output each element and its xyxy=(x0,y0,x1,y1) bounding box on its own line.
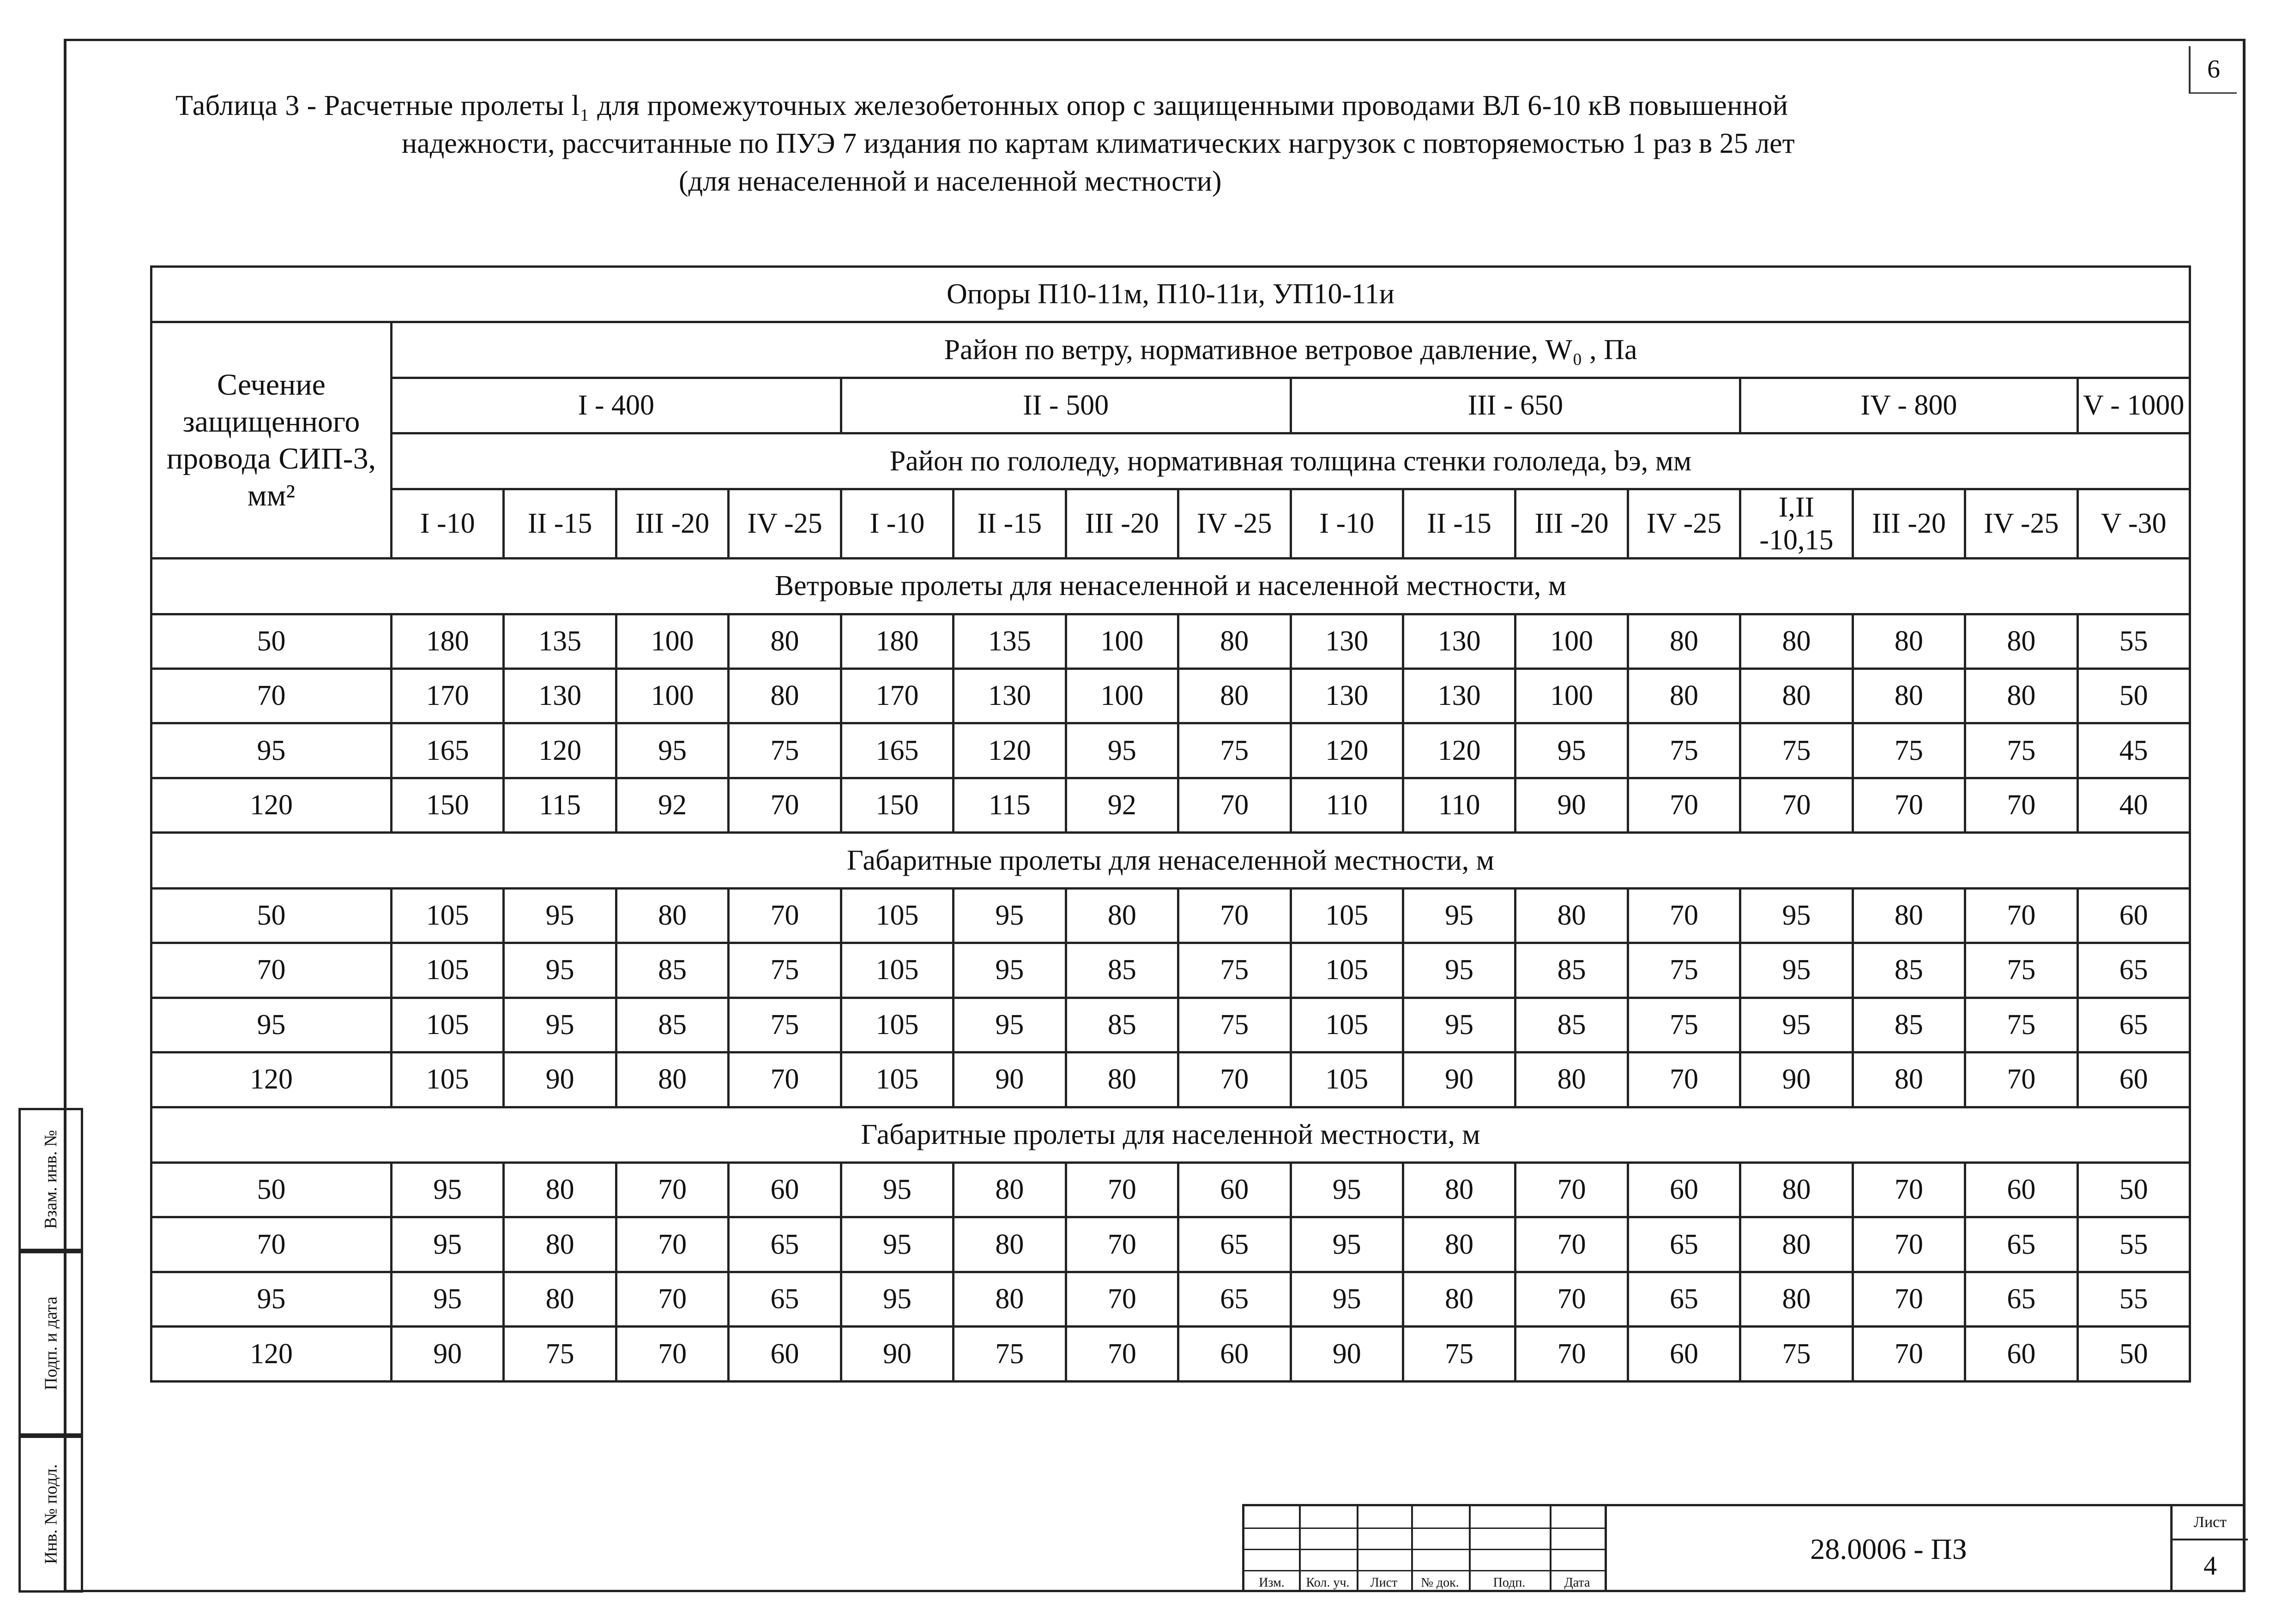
span-value: 180 xyxy=(392,614,504,668)
ice-region: I -10 xyxy=(392,489,504,558)
document-code: 28.0006 - ПЗ xyxy=(1605,1506,2173,1592)
section-size: 95 xyxy=(151,723,392,778)
table-row xyxy=(151,943,2190,998)
span-value: 60 xyxy=(1965,1327,2077,1382)
span-value: 70 xyxy=(1628,888,1740,943)
span-value: 120 xyxy=(954,723,1066,778)
span-value: 65 xyxy=(1965,1272,2077,1326)
span-value: 95 xyxy=(392,1272,504,1326)
span-value: 95 xyxy=(1515,723,1628,778)
span-value: 130 xyxy=(1291,669,1403,723)
span-value: 70 xyxy=(616,1217,728,1272)
span-value: 65 xyxy=(1178,1272,1291,1326)
wind-header: Район по ветру, нормативное ветровое давление, W₀ , Па xyxy=(392,322,2190,378)
span-value: 70 xyxy=(1853,778,1965,832)
span-value: 75 xyxy=(1628,998,1740,1052)
section-size: 70 xyxy=(151,943,392,998)
span-value: 100 xyxy=(1066,614,1178,668)
span-value: 105 xyxy=(392,943,504,998)
span-value: 80 xyxy=(1965,669,2077,723)
span-value: 85 xyxy=(1853,998,1965,1052)
span-value: 75 xyxy=(1178,943,1291,998)
wind-region: I - 400 xyxy=(392,378,841,433)
span-value: 100 xyxy=(616,614,728,668)
ice-region: I -10 xyxy=(1291,489,1403,558)
span-value: 90 xyxy=(841,1327,953,1382)
table-row xyxy=(151,1272,2190,1326)
span-value: 105 xyxy=(392,888,504,943)
wind-region: II - 500 xyxy=(841,378,1291,433)
table-row xyxy=(151,614,2190,668)
grid-line xyxy=(1244,1570,1605,1571)
span-value: 100 xyxy=(616,669,728,723)
table-row xyxy=(151,998,2190,1052)
span-value: 60 xyxy=(1965,1163,2077,1217)
span-value: 80 xyxy=(1178,614,1291,668)
wind-region: III - 650 xyxy=(1291,378,1740,433)
span-value: 65 xyxy=(1965,1217,2077,1272)
span-value: 60 xyxy=(1178,1327,1291,1382)
span-value: 50 xyxy=(2077,1163,2190,1217)
span-value: 110 xyxy=(1403,778,1515,832)
span-value: 80 xyxy=(954,1217,1066,1272)
table-row xyxy=(151,1217,2190,1272)
span-value: 45 xyxy=(2077,723,2190,778)
span-value: 95 xyxy=(1291,1217,1403,1272)
table-caption xyxy=(175,87,2198,200)
span-value: 70 xyxy=(1853,1217,1965,1272)
span-value: 80 xyxy=(1740,1272,1853,1326)
span-value: 95 xyxy=(1740,998,1853,1052)
span-value: 75 xyxy=(1965,723,2077,778)
span-value: 90 xyxy=(1515,778,1628,832)
span-value: 80 xyxy=(1628,669,1740,723)
span-value: 95 xyxy=(1403,888,1515,943)
span-value: 95 xyxy=(841,1163,953,1217)
span-value: 75 xyxy=(1853,723,1965,778)
ice-region: III -20 xyxy=(1853,489,1965,558)
span-value: 80 xyxy=(1178,669,1291,723)
section-size: 70 xyxy=(151,1217,392,1272)
span-value: 80 xyxy=(1740,1217,1853,1272)
section-size: 120 xyxy=(151,778,392,832)
span-value: 115 xyxy=(954,778,1066,832)
span-value: 85 xyxy=(616,998,728,1052)
span-value: 50 xyxy=(2077,1327,2190,1382)
span-value: 105 xyxy=(392,998,504,1052)
supports-header: Опоры П10-11м, П10-11и, УП10-11и xyxy=(151,267,2190,322)
sheet-label: Лист xyxy=(2173,1506,2248,1540)
span-value: 130 xyxy=(1403,614,1515,668)
span-value: 95 xyxy=(504,998,616,1052)
span-value: 165 xyxy=(841,723,953,778)
table-row xyxy=(151,1163,2190,1217)
title-block xyxy=(1242,1504,2246,1592)
caption-line-2: надежности, рассчитанные по ПУЭ 7 издания по картам климатических нагрузок с повторяемостью 1 раз в 25 лет xyxy=(402,128,1795,159)
section-size: 50 xyxy=(151,888,392,943)
span-value: 95 xyxy=(1291,1272,1403,1326)
span-value: 120 xyxy=(1403,723,1515,778)
span-value: 75 xyxy=(1178,723,1291,778)
span-value: 95 xyxy=(504,943,616,998)
ice-region: III -20 xyxy=(616,489,728,558)
span-value: 90 xyxy=(1291,1327,1403,1382)
title-block-column-label: Лист xyxy=(1370,1576,1398,1590)
title-block-column-label: Изм. xyxy=(1259,1576,1285,1590)
span-value: 75 xyxy=(1628,943,1740,998)
ice-region: I,II -10,15 xyxy=(1740,489,1853,558)
span-value: 70 xyxy=(1740,778,1853,832)
span-value: 75 xyxy=(1178,998,1291,1052)
span-value: 80 xyxy=(1628,614,1740,668)
span-value: 75 xyxy=(729,943,841,998)
grid-line xyxy=(1244,1549,1605,1550)
ice-region: IV -25 xyxy=(1178,489,1291,558)
span-value: 70 xyxy=(1628,778,1740,832)
span-value: 105 xyxy=(841,998,953,1052)
span-value: 55 xyxy=(2077,1217,2190,1272)
span-value: 85 xyxy=(1515,943,1628,998)
caption-line-1: Таблица 3 - Расчетные пролеты l₁ для промежуточных железобетонных опор с защищенными проводами ВЛ 6-10 кВ повышенной xyxy=(175,90,1788,121)
ice-region: V -30 xyxy=(2077,489,2190,558)
span-value: 95 xyxy=(954,888,1066,943)
span-value: 70 xyxy=(1515,1163,1628,1217)
span-value: 120 xyxy=(1291,723,1403,778)
section-title: Габаритные пролеты для населенной местности, м xyxy=(151,1107,2190,1162)
span-value: 85 xyxy=(1066,998,1178,1052)
span-value: 110 xyxy=(1291,778,1403,832)
span-value: 40 xyxy=(2077,778,2190,832)
span-value: 75 xyxy=(729,998,841,1052)
span-value: 65 xyxy=(1178,1217,1291,1272)
span-value: 100 xyxy=(1066,669,1178,723)
stamp-cell-signature xyxy=(18,1251,83,1436)
title-block-columns xyxy=(1244,1506,1605,1592)
span-value: 70 xyxy=(1066,1163,1178,1217)
span-value: 150 xyxy=(841,778,953,832)
span-value: 130 xyxy=(954,669,1066,723)
span-value: 130 xyxy=(1291,614,1403,668)
span-value: 70 xyxy=(1066,1272,1178,1326)
span-value: 80 xyxy=(1403,1163,1515,1217)
span-value: 92 xyxy=(1066,778,1178,832)
table-row xyxy=(151,723,2190,778)
span-value: 75 xyxy=(1403,1327,1515,1382)
span-value: 55 xyxy=(2077,614,2190,668)
span-value: 105 xyxy=(1291,1053,1403,1107)
span-value: 95 xyxy=(616,723,728,778)
span-value: 60 xyxy=(729,1327,841,1382)
span-value: 70 xyxy=(1178,888,1291,943)
table-row xyxy=(151,1053,2190,1107)
span-value: 70 xyxy=(1178,778,1291,832)
span-value: 80 xyxy=(1853,669,1965,723)
span-value: 80 xyxy=(1853,888,1965,943)
section-size: 70 xyxy=(151,669,392,723)
span-value: 85 xyxy=(1066,943,1178,998)
span-value: 130 xyxy=(504,669,616,723)
span-value: 90 xyxy=(504,1053,616,1107)
span-value: 65 xyxy=(2077,998,2190,1052)
span-value: 80 xyxy=(504,1163,616,1217)
span-value: 80 xyxy=(1403,1217,1515,1272)
table-row xyxy=(151,1327,2190,1382)
section-title: Ветровые пролеты для ненаселенной и населенной местности, м xyxy=(151,559,2190,614)
span-value: 80 xyxy=(504,1217,616,1272)
ice-region: I -10 xyxy=(841,489,953,558)
section-size: 50 xyxy=(151,1163,392,1217)
spans-table xyxy=(150,265,2191,1383)
span-value: 95 xyxy=(1740,888,1853,943)
span-value: 60 xyxy=(1628,1327,1740,1382)
span-value: 95 xyxy=(1066,723,1178,778)
span-value: 80 xyxy=(616,1053,728,1107)
ice-region: II -15 xyxy=(954,489,1066,558)
span-value: 70 xyxy=(1965,778,2077,832)
span-value: 95 xyxy=(1403,943,1515,998)
span-value: 75 xyxy=(1628,723,1740,778)
span-value: 115 xyxy=(504,778,616,832)
span-value: 70 xyxy=(616,1163,728,1217)
span-value: 105 xyxy=(1291,943,1403,998)
span-value: 95 xyxy=(1291,1163,1403,1217)
span-value: 90 xyxy=(1740,1053,1853,1107)
span-value: 75 xyxy=(504,1327,616,1382)
span-value: 120 xyxy=(504,723,616,778)
span-value: 105 xyxy=(841,943,953,998)
title-block-column-label: Подп. xyxy=(1493,1576,1526,1590)
span-value: 70 xyxy=(1853,1327,1965,1382)
ice-region: IV -25 xyxy=(1965,489,2077,558)
ice-region: II -15 xyxy=(504,489,616,558)
span-value: 80 xyxy=(1515,888,1628,943)
span-value: 135 xyxy=(504,614,616,668)
ice-region: III -20 xyxy=(1066,489,1178,558)
span-value: 80 xyxy=(1740,669,1853,723)
span-value: 70 xyxy=(1965,888,2077,943)
wind-region: V - 1000 xyxy=(2077,378,2190,433)
span-value: 95 xyxy=(392,1217,504,1272)
span-value: 70 xyxy=(1965,1053,2077,1107)
span-value: 70 xyxy=(1853,1272,1965,1326)
left-stamp xyxy=(18,1108,83,1593)
section-title: Габаритные пролеты для ненаселенной местности, м xyxy=(151,833,2190,888)
span-value: 95 xyxy=(841,1217,953,1272)
span-value: 105 xyxy=(1291,888,1403,943)
span-value: 150 xyxy=(392,778,504,832)
span-value: 60 xyxy=(729,1163,841,1217)
span-value: 170 xyxy=(841,669,953,723)
span-value: 100 xyxy=(1515,669,1628,723)
stamp-label: Инв. № подл. xyxy=(41,1464,61,1564)
span-value: 65 xyxy=(729,1217,841,1272)
span-value: 80 xyxy=(729,614,841,668)
span-value: 80 xyxy=(1066,1053,1178,1107)
span-value: 95 xyxy=(954,943,1066,998)
ice-region: IV -25 xyxy=(1628,489,1740,558)
span-value: 70 xyxy=(1178,1053,1291,1107)
corner-sheet-number: 6 xyxy=(2189,46,2237,94)
span-value: 70 xyxy=(1628,1053,1740,1107)
span-value: 70 xyxy=(1853,1163,1965,1217)
span-value: 55 xyxy=(2077,1272,2190,1326)
title-block-column-label: № док. xyxy=(1421,1576,1459,1590)
span-value: 105 xyxy=(1291,998,1403,1052)
span-value: 60 xyxy=(2077,888,2190,943)
span-value: 90 xyxy=(1403,1053,1515,1107)
section-size: 95 xyxy=(151,998,392,1052)
span-value: 70 xyxy=(729,888,841,943)
span-value: 80 xyxy=(1066,888,1178,943)
span-value: 75 xyxy=(729,723,841,778)
span-value: 70 xyxy=(1066,1327,1178,1382)
span-value: 85 xyxy=(616,943,728,998)
span-value: 165 xyxy=(392,723,504,778)
span-value: 95 xyxy=(392,1163,504,1217)
span-value: 60 xyxy=(2077,1053,2190,1107)
title-block-column-label: Кол. уч. xyxy=(1306,1576,1350,1590)
span-value: 80 xyxy=(954,1163,1066,1217)
span-value: 80 xyxy=(504,1272,616,1326)
span-value: 70 xyxy=(1515,1217,1628,1272)
span-value: 80 xyxy=(1740,614,1853,668)
ice-region: IV -25 xyxy=(729,489,841,558)
span-value: 180 xyxy=(841,614,953,668)
span-value: 65 xyxy=(1628,1217,1740,1272)
span-value: 80 xyxy=(1403,1272,1515,1326)
span-value: 105 xyxy=(392,1053,504,1107)
span-value: 60 xyxy=(1178,1163,1291,1217)
span-value: 70 xyxy=(729,778,841,832)
span-value: 95 xyxy=(1403,998,1515,1052)
section-size: 120 xyxy=(151,1053,392,1107)
span-value: 85 xyxy=(1515,998,1628,1052)
span-value: 70 xyxy=(729,1053,841,1107)
sheet-value: 4 xyxy=(2203,1551,2217,1581)
span-value: 85 xyxy=(1853,943,1965,998)
wind-region: IV - 800 xyxy=(1740,378,2077,433)
table-row xyxy=(151,778,2190,832)
span-value: 70 xyxy=(1066,1217,1178,1272)
span-value: 80 xyxy=(729,669,841,723)
span-value: 105 xyxy=(841,888,953,943)
span-value: 90 xyxy=(954,1053,1066,1107)
span-value: 92 xyxy=(616,778,728,832)
span-value: 70 xyxy=(1515,1327,1628,1382)
span-value: 100 xyxy=(1515,614,1628,668)
grid-line xyxy=(1244,1528,1605,1529)
span-value: 80 xyxy=(1965,614,2077,668)
span-value: 65 xyxy=(729,1272,841,1326)
ice-header: Район по гололеду, нормативная толщина стенки гололеда, bэ, мм xyxy=(392,433,2190,489)
table-row xyxy=(151,669,2190,723)
span-value: 80 xyxy=(1515,1053,1628,1107)
span-value: 70 xyxy=(616,1272,728,1326)
span-value: 80 xyxy=(1853,1053,1965,1107)
span-value: 70 xyxy=(1515,1272,1628,1326)
caption-line-3: (для ненаселенной и населенной местности) xyxy=(679,166,1222,197)
section-size: 95 xyxy=(151,1272,392,1326)
sheet-box xyxy=(2173,1506,2248,1592)
ice-region: III -20 xyxy=(1515,489,1628,558)
ice-regions-row xyxy=(151,489,2190,558)
stamp-cell-inventory xyxy=(18,1436,83,1593)
span-value: 50 xyxy=(2077,669,2190,723)
span-value: 95 xyxy=(1740,943,1853,998)
span-value: 130 xyxy=(1403,669,1515,723)
span-value: 75 xyxy=(954,1327,1066,1382)
span-value: 65 xyxy=(1628,1272,1740,1326)
ice-region: II -15 xyxy=(1403,489,1515,558)
stamp-cell-replace xyxy=(18,1108,83,1251)
stamp-label: Взам. инв. № xyxy=(41,1130,61,1229)
span-value: 95 xyxy=(504,888,616,943)
span-value: 80 xyxy=(954,1272,1066,1326)
stamp-label: Подп. и дата xyxy=(41,1296,61,1390)
section-size: 120 xyxy=(151,1327,392,1382)
span-value: 75 xyxy=(1740,723,1853,778)
span-value: 65 xyxy=(2077,943,2190,998)
span-value: 105 xyxy=(841,1053,953,1107)
table-row xyxy=(151,888,2190,943)
span-value: 80 xyxy=(1853,614,1965,668)
span-value: 95 xyxy=(954,998,1066,1052)
span-value: 75 xyxy=(1965,943,2077,998)
span-value: 80 xyxy=(616,888,728,943)
span-value: 90 xyxy=(392,1327,504,1382)
title-block-column-label: Дата xyxy=(1564,1576,1590,1590)
span-value: 170 xyxy=(392,669,504,723)
span-value: 135 xyxy=(954,614,1066,668)
span-value: 60 xyxy=(1628,1163,1740,1217)
span-value: 95 xyxy=(841,1272,953,1326)
section-size: 50 xyxy=(151,614,392,668)
section-header: Сечение защищенного провода СИП-3, мм² xyxy=(151,322,392,559)
span-value: 75 xyxy=(1740,1327,1853,1382)
span-value: 75 xyxy=(1965,998,2077,1052)
span-value: 80 xyxy=(1740,1163,1853,1217)
span-value: 70 xyxy=(616,1327,728,1382)
